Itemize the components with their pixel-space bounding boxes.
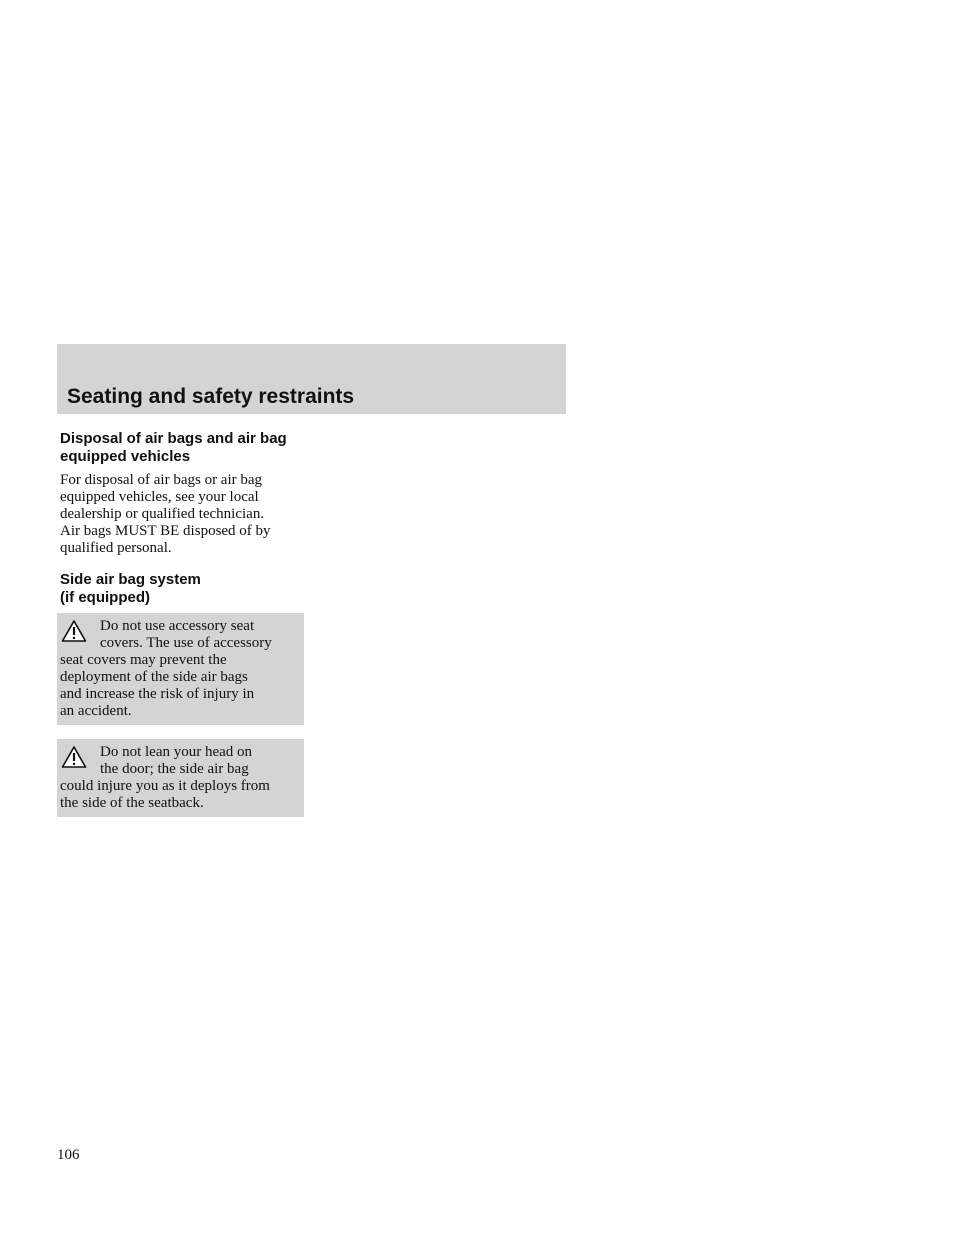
section-title: Seating and safety restraints (67, 385, 355, 408)
section-header (57, 344, 566, 414)
heading-line: Disposal of air bags and air bag (60, 430, 287, 447)
page-number: 106 (57, 1147, 80, 1163)
warning-line: the side of the seatback. (60, 795, 204, 811)
heading-line: Side air bag system (60, 571, 201, 588)
disposal-paragraph (60, 472, 305, 557)
warning-line: and increase the risk of injury in (60, 686, 255, 702)
warning-line: could injure you as it deploys from (60, 778, 270, 794)
warning-line: deployment of the side air bags (60, 669, 248, 685)
warning-box-head-on-door (57, 739, 304, 817)
warning-line: covers. The use of accessory (100, 635, 272, 651)
warning-line: Do not use accessory seat (100, 618, 255, 634)
heading-line: equipped vehicles (60, 448, 191, 465)
warning-line: seat covers may prevent the (60, 652, 227, 668)
warning-line: an accident. (60, 703, 132, 719)
heading-line: (if equipped) (60, 589, 150, 606)
paragraph-line: dealership or qualified technician. (60, 506, 265, 522)
paragraph-line: equipped vehicles, see your local (60, 489, 259, 505)
side-air-bag-heading (60, 571, 305, 607)
warning-box-seat-covers (57, 613, 304, 725)
disposal-heading (60, 430, 305, 466)
paragraph-line: qualified personal. (60, 540, 172, 556)
warning-triangle-icon (61, 745, 87, 769)
warning-text (60, 618, 300, 720)
paragraph-line: Air bags MUST BE disposed of by (60, 523, 271, 539)
warning-triangle-icon (61, 619, 87, 643)
paragraph-line: For disposal of air bags or air bag (60, 472, 263, 488)
warning-text (60, 744, 300, 812)
content-column (60, 430, 305, 817)
warning-line: Do not lean your head on (100, 744, 253, 760)
warning-line: the door; the side air bag (100, 761, 249, 777)
